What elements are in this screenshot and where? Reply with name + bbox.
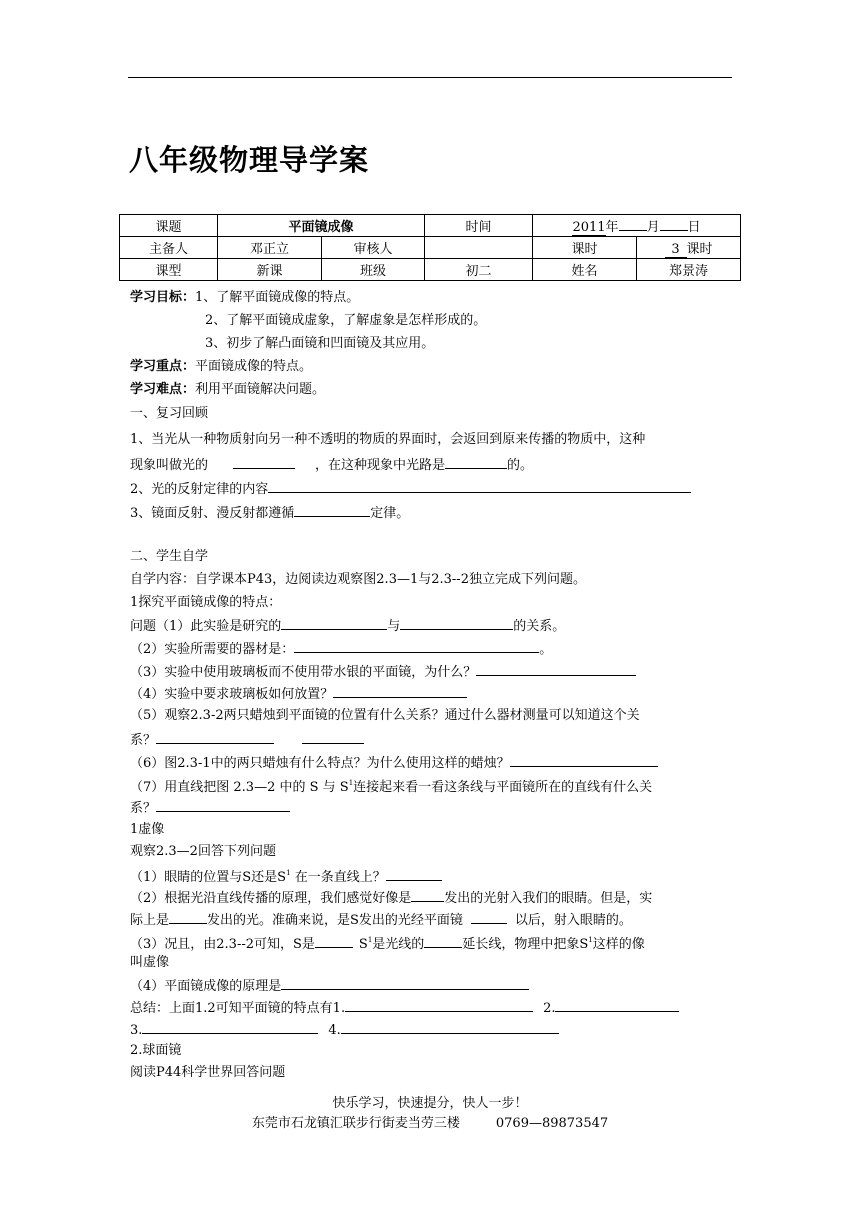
text: （6）图2.3-1中的两只蜡烛有什么特点？为什么使用这样的蜡烛？ xyxy=(130,756,510,771)
text: 发出的光射入我们的眼睛。但是，实 xyxy=(444,891,653,906)
month-unit: 月 xyxy=(646,219,660,235)
objectives-line-1 xyxy=(130,290,359,305)
summary-line1 xyxy=(130,999,679,1016)
objectives-label: 学习目标： xyxy=(130,290,196,305)
question-5-line1: （5）观察2.3-2两只蜡烛到平面镜的位置有什么关系？通过什么器材测量可以知道这个关 xyxy=(130,708,640,723)
month-blank xyxy=(619,216,647,231)
label-period: 课时 xyxy=(533,237,637,259)
reviewer-value xyxy=(425,237,533,259)
page-title: 八年级物理导学案 xyxy=(129,143,370,177)
virtual-intro: 观察2.3—2回答下列问题 xyxy=(130,844,276,859)
text: 这样的像 xyxy=(592,937,645,952)
question-7-line2 xyxy=(130,799,290,816)
review-heading: 一、复习回顾 xyxy=(130,406,209,421)
virtual-q1 xyxy=(130,866,442,885)
review-q1-line2 xyxy=(130,456,533,473)
answer-blank[interactable] xyxy=(233,456,295,469)
answer-blank[interactable] xyxy=(411,889,444,902)
question-2 xyxy=(130,640,552,657)
text: 以后，射入眼睛的。 xyxy=(514,913,632,928)
text: （2）根据光沿直线传播的原理，我们感觉好像是 xyxy=(130,891,412,906)
header-rule xyxy=(128,77,732,78)
table-row xyxy=(120,215,741,237)
text: 3、镜面反射、漫反射都遵循 xyxy=(130,506,295,521)
self-heading: 二、学生自学 xyxy=(130,549,209,564)
answer-blank[interactable] xyxy=(341,1021,559,1034)
text: （2）实验所需要的器材是： xyxy=(130,642,295,657)
answer-blank[interactable] xyxy=(281,617,387,630)
answer-blank[interactable] xyxy=(471,911,507,924)
preparer-value: 邓正立 xyxy=(218,237,322,259)
text: 与 xyxy=(387,619,401,634)
period-cell xyxy=(637,237,741,259)
text: 现象叫做光的 xyxy=(130,458,209,473)
question-5-line2 xyxy=(130,731,364,748)
text: 是光线的 xyxy=(372,937,425,952)
difficulty-text: 利用平面镜解决问题。 xyxy=(195,382,326,397)
footer-address: 东莞市石龙镇汇联步行街麦当劳三楼 xyxy=(251,1116,460,1131)
year-value: 2011 xyxy=(572,219,606,235)
table-row xyxy=(120,237,741,259)
question-1 xyxy=(130,617,565,634)
self-content: 自学内容：自学课本P43，边阅读边观察图2.3—1与2.3--2独立完成下列问题。 xyxy=(130,572,586,587)
text: 系？ xyxy=(130,801,157,816)
superscript: 1 xyxy=(588,936,593,944)
read-instruction: 阅读P44科学世界回答问题 xyxy=(130,1065,286,1080)
text: 系？ xyxy=(130,733,157,748)
superscript: 1 xyxy=(348,779,354,787)
answer-blank[interactable] xyxy=(294,504,370,517)
text: 4. xyxy=(328,1023,341,1038)
footer-slogan: 快乐学习，快速提分，快人一步！ xyxy=(332,1096,528,1111)
label-preparer: 主备人 xyxy=(120,237,218,259)
review-q1-line1: 1、当光从一种物质射向另一种不透明的物质的界面时，会返回到原来传播的物质中，这种 xyxy=(130,432,646,447)
review-q3 xyxy=(130,504,409,521)
answer-blank[interactable] xyxy=(268,480,556,493)
answer-blank[interactable] xyxy=(445,456,507,469)
year-unit: 年 xyxy=(605,219,619,235)
answer-blank[interactable] xyxy=(476,663,636,676)
text: （7）用直线把图 2.3—2 中的 S 与 S xyxy=(130,780,349,795)
footer-contact xyxy=(0,1112,860,1131)
summary-line2 xyxy=(130,1021,559,1038)
day-unit: 日 xyxy=(687,219,701,235)
keypoint-label: 学习重点： xyxy=(130,359,196,374)
answer-blank[interactable] xyxy=(315,935,353,948)
label-reviewer: 审核人 xyxy=(322,237,425,259)
period-unit: 课时 xyxy=(686,241,713,257)
footer-phone: 0769—89873547 xyxy=(495,1116,609,1131)
answer-blank[interactable] xyxy=(156,731,274,744)
answer-blank[interactable] xyxy=(281,977,529,990)
answer-blank[interactable] xyxy=(510,754,658,767)
text: 总结：上面1.2可知平面镜的特点有1. xyxy=(130,1001,346,1016)
text: 际上是 xyxy=(130,913,170,928)
superscript: 1 xyxy=(367,936,373,944)
label-topic: 课题 xyxy=(120,215,218,237)
answer-blank[interactable] xyxy=(302,731,364,744)
text: 的关系。 xyxy=(513,619,566,634)
type-value: 新课 xyxy=(218,259,322,281)
virtual-q2-line1 xyxy=(130,889,652,906)
section-1: 1探究平面镜成像的特点： xyxy=(130,595,282,610)
difficulty-line xyxy=(130,382,325,397)
answer-blank[interactable] xyxy=(400,617,513,630)
text: S xyxy=(358,937,368,952)
objective-item: 2、了解平面镜成虚象，了解虚象是怎样形成的。 xyxy=(205,313,487,328)
text: （4）平面镜成像的原理是 xyxy=(130,979,282,994)
table-row xyxy=(120,259,741,281)
text: （3）况且，由2.3--2可知，S是 xyxy=(130,937,315,952)
keypoint-text: 平面镜成像的特点。 xyxy=(195,359,313,374)
text: 问题（1）此实验是研究的 xyxy=(130,619,282,634)
text: 发出的光。准确来说，是S发出的光经平面镜 xyxy=(207,913,463,928)
objective-item: 3、初步了解凸面镜和凹面镜及其应用。 xyxy=(205,336,435,351)
sphere-heading: 2.球面镜 xyxy=(130,1043,182,1058)
text: 2. xyxy=(543,1001,556,1016)
question-3 xyxy=(130,663,636,680)
label-name: 姓名 xyxy=(533,259,637,281)
topic-value: 平面镜成像 xyxy=(218,215,425,237)
question-7-line1 xyxy=(130,776,652,795)
day-blank xyxy=(660,216,688,231)
virtual-q2-line2 xyxy=(130,911,632,928)
answer-blank[interactable] xyxy=(142,1021,318,1034)
keypoint-line xyxy=(130,359,312,374)
text: 。 xyxy=(539,642,553,657)
text: 延长线，物理中把象S xyxy=(462,937,589,952)
period-value: 3 xyxy=(665,243,687,258)
answer-blank[interactable] xyxy=(294,640,539,653)
date-cell xyxy=(533,215,741,237)
question-4 xyxy=(130,685,467,702)
answer-blank[interactable] xyxy=(345,999,533,1012)
class-value: 初二 xyxy=(425,259,533,281)
virtual-q4 xyxy=(130,977,529,994)
answer-blank[interactable] xyxy=(386,868,442,881)
answer-blank[interactable] xyxy=(556,480,691,493)
text: 在一条直线上？ xyxy=(290,870,386,885)
text: ，在这种现象中光路是 xyxy=(315,458,446,473)
answer-blank[interactable] xyxy=(424,935,462,948)
review-q2 xyxy=(130,480,691,497)
answer-blank[interactable] xyxy=(169,911,207,924)
virtual-heading: 1虚像 xyxy=(130,822,165,837)
difficulty-label: 学习难点： xyxy=(130,382,196,397)
name-value: 郑景涛 xyxy=(637,259,741,281)
virtual-q3-line2: 叫虚像 xyxy=(130,955,170,970)
superscript: 1 xyxy=(286,869,291,877)
text: （4）实验中要求玻璃板如何放置？ xyxy=(130,687,334,702)
label-class: 班级 xyxy=(322,259,425,281)
info-table xyxy=(119,214,741,281)
text: 连接起来看一看这条线与平面镜所在的直线有什么关 xyxy=(353,780,653,795)
objective-item: 1、了解平面镜成像的特点。 xyxy=(195,290,360,305)
label-type: 课型 xyxy=(120,259,218,281)
text: 的。 xyxy=(507,458,534,473)
answer-blank[interactable] xyxy=(156,799,290,812)
text: 2、光的反射定律的内容 xyxy=(130,482,269,497)
virtual-q3-line1 xyxy=(130,933,645,952)
label-time: 时间 xyxy=(425,215,533,237)
text: （3）实验中使用玻璃板而不使用带水银的平面镜，为什么？ xyxy=(130,665,477,680)
answer-blank[interactable] xyxy=(555,999,679,1012)
text: （1）眼睛的位置与S还是S xyxy=(130,870,287,885)
question-6 xyxy=(130,754,658,771)
text: 3. xyxy=(130,1023,143,1038)
answer-blank[interactable] xyxy=(333,685,467,698)
text: 定律。 xyxy=(370,506,410,521)
